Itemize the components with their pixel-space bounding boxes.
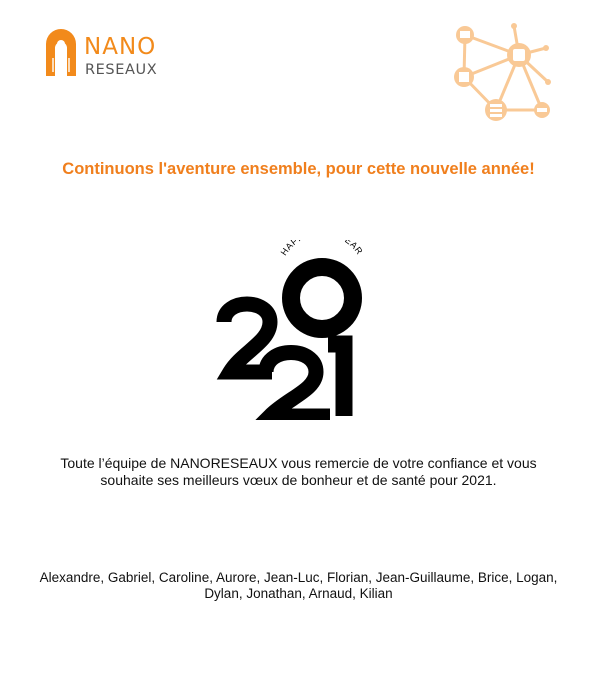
nanoreseaux-logo bbox=[44, 28, 164, 80]
happy-new-year-2021-graphic bbox=[214, 240, 364, 425]
year-digit-2-second bbox=[266, 353, 330, 417]
happy-new-year-arc-text: HAP EAR bbox=[278, 240, 364, 258]
year-digit-1 bbox=[328, 344, 344, 416]
headline: Continuons l'aventure ensemble, pour cette nouvelle année! bbox=[62, 160, 535, 178]
nano-logo-icon bbox=[44, 28, 78, 78]
logo-text-nano: NANO bbox=[84, 34, 157, 60]
network-nodes-icon bbox=[448, 22, 552, 131]
message-line-2: souhaite ses meilleurs vœux de bonheur et de santé pour 2021. bbox=[100, 472, 497, 488]
team-line-1: Alexandre, Gabriel, Caroline, Aurore, Jean-Luc, Florian, Jean-Guillaume, Brice, Logan, bbox=[39, 570, 558, 585]
team-signature bbox=[10, 570, 587, 602]
logo-text-reseaux: RESEAUX bbox=[85, 62, 158, 78]
year-digit-0 bbox=[291, 267, 353, 329]
message-line-1: Toute l’équipe de NANORESEAUX vous remercie de votre confiance et vous bbox=[60, 455, 537, 471]
team-line-2: Dylan, Jonathan, Arnaud, Kilian bbox=[204, 586, 393, 601]
thank-you-message bbox=[20, 455, 577, 489]
